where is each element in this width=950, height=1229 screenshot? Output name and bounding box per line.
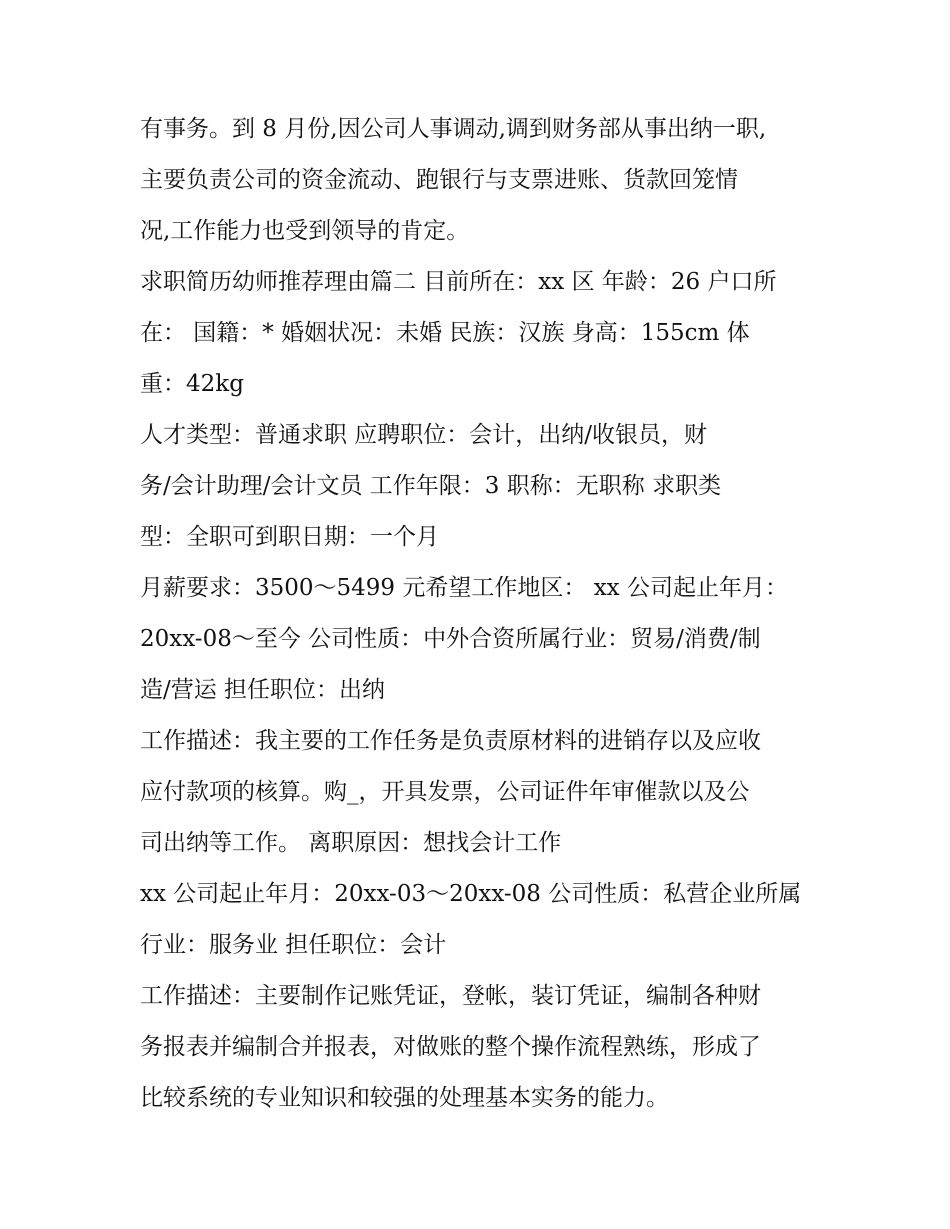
text-line: 重：42kg: [140, 371, 244, 397]
text-line: 工作描述：我主要的工作任务是负责原材料的进销存以及应收: [140, 728, 761, 754]
text-line: 行业：服务业 担任职位：会计: [140, 932, 447, 958]
text-line: 在： 国籍：* 婚姻状况：未婚 民族：汉族 身高：155cm 体: [140, 320, 750, 346]
text-line: 工作描述：主要制作记账凭证，登帐，装订凭证，编制各种财: [140, 983, 761, 1009]
text-line: 司出纳等工作。 离职原因：想找会计工作: [140, 830, 562, 856]
document-body: [140, 104, 830, 1124]
text-line: 务/会计助理/会计文员 工作年限：3 职称：无职称 求职类: [140, 473, 722, 499]
text-line: 月薪要求：3500～5499 元希望工作地区： xx 公司起止年月：: [140, 575, 788, 601]
text-line: 有事务。到 8 月份,因公司人事调动,调到财务部从事出纳一职,: [140, 116, 767, 142]
text-line: 况,工作能力也受到领导的肯定。: [140, 218, 470, 244]
text-line: 应付款项的核算。购_，开具发票，公司证件年审催款以及公: [140, 779, 750, 805]
text-line: 人才类型：普通求职 应聘职位：会计，出纳/收银员，财: [140, 422, 708, 448]
text-line: 比较系统的专业知识和较强的处理基本实务的能力。: [140, 1085, 669, 1111]
text-line: 造/营运 担任职位：出纳: [140, 677, 386, 703]
text-line: xx 公司起止年月：20xx-03～20xx-08 公司性质：私营企业所属: [140, 881, 802, 907]
text-line: 主要负责公司的资金流动、跑银行与支票进账、货款回笼情: [140, 167, 738, 193]
text-line: 求职简历幼师推荐理由篇二 目前所在：xx 区 年龄：26 户口所: [140, 269, 777, 295]
text-line: 型：全职可到职日期：一个月: [140, 524, 439, 550]
text-line: 20xx-08～至今 公司性质：中外合资所属行业：贸易/消费/制: [140, 626, 761, 652]
text-line: 务报表并编制合并报表，对做账的整个操作流程熟练，形成了: [140, 1034, 761, 1060]
